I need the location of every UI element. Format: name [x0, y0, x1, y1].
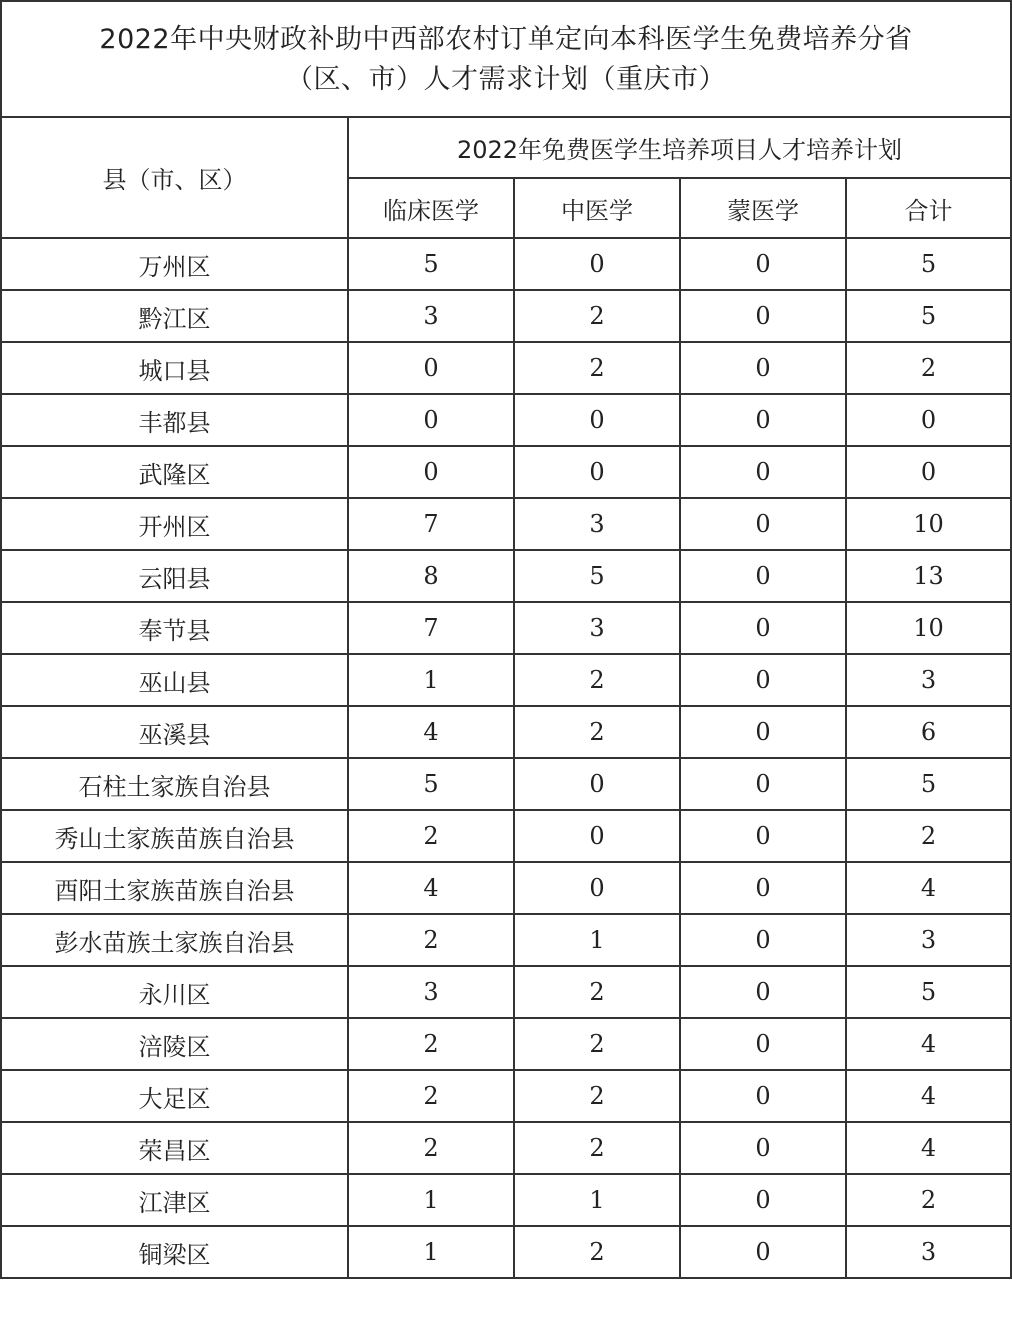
table-row — [1, 1122, 1011, 1174]
table-row — [1, 1018, 1011, 1070]
cell-total: 5 — [846, 238, 1011, 290]
cell-clinical: 2 — [348, 914, 514, 966]
table-row — [1, 238, 1011, 290]
cell-clinical: 8 — [348, 550, 514, 602]
table-row — [1, 810, 1011, 862]
county-name: 铜梁区 — [1, 1226, 348, 1278]
table-row — [1, 706, 1011, 758]
cell-total: 4 — [846, 1070, 1011, 1122]
cell-tcm: 2 — [514, 706, 680, 758]
cell-mongolian: 0 — [680, 810, 846, 862]
cell-total: 10 — [846, 602, 1011, 654]
cell-mongolian: 0 — [680, 238, 846, 290]
table-row — [1, 1070, 1011, 1122]
cell-mongolian: 0 — [680, 394, 846, 446]
cell-clinical: 2 — [348, 1122, 514, 1174]
cell-clinical: 4 — [348, 862, 514, 914]
county-name: 开州区 — [1, 498, 348, 550]
cell-total: 10 — [846, 498, 1011, 550]
cell-mongolian: 0 — [680, 446, 846, 498]
cell-mongolian: 0 — [680, 1226, 846, 1278]
cell-total: 4 — [846, 862, 1011, 914]
cell-mongolian: 0 — [680, 602, 846, 654]
county-name: 丰都县 — [1, 394, 348, 446]
county-name: 涪陵区 — [1, 1018, 348, 1070]
header-clinical: 临床医学 — [348, 178, 514, 238]
cell-tcm: 2 — [514, 342, 680, 394]
county-name: 城口县 — [1, 342, 348, 394]
cell-tcm: 2 — [514, 966, 680, 1018]
table-row — [1, 914, 1011, 966]
cell-mongolian: 0 — [680, 914, 846, 966]
cell-tcm: 2 — [514, 290, 680, 342]
header-county: 县（市、区） — [1, 117, 348, 238]
cell-mongolian: 0 — [680, 290, 846, 342]
cell-clinical: 2 — [348, 1070, 514, 1122]
cell-clinical: 2 — [348, 1018, 514, 1070]
cell-total: 2 — [846, 1174, 1011, 1226]
cell-clinical: 0 — [348, 394, 514, 446]
county-name: 酉阳土家族苗族自治县 — [1, 862, 348, 914]
cell-tcm: 1 — [514, 1174, 680, 1226]
cell-total: 4 — [846, 1018, 1011, 1070]
county-name: 石柱土家族自治县 — [1, 758, 348, 810]
cell-total: 3 — [846, 654, 1011, 706]
cell-clinical: 5 — [348, 758, 514, 810]
cell-total: 3 — [846, 1226, 1011, 1278]
table-row — [1, 758, 1011, 810]
cell-clinical: 4 — [348, 706, 514, 758]
cell-mongolian: 0 — [680, 862, 846, 914]
county-name: 秀山土家族苗族自治县 — [1, 810, 348, 862]
cell-clinical: 7 — [348, 602, 514, 654]
cell-mongolian: 0 — [680, 342, 846, 394]
cell-total: 5 — [846, 758, 1011, 810]
cell-tcm: 5 — [514, 550, 680, 602]
cell-tcm: 1 — [514, 914, 680, 966]
cell-mongolian: 0 — [680, 550, 846, 602]
county-name: 武隆区 — [1, 446, 348, 498]
cell-mongolian: 0 — [680, 654, 846, 706]
table-row — [1, 498, 1011, 550]
cell-tcm: 2 — [514, 654, 680, 706]
cell-tcm: 3 — [514, 602, 680, 654]
table-row — [1, 290, 1011, 342]
cell-total: 2 — [846, 810, 1011, 862]
county-name: 云阳县 — [1, 550, 348, 602]
county-name: 荣昌区 — [1, 1122, 348, 1174]
cell-total: 2 — [846, 342, 1011, 394]
cell-tcm: 0 — [514, 238, 680, 290]
cell-total: 0 — [846, 446, 1011, 498]
cell-tcm: 0 — [514, 758, 680, 810]
cell-mongolian: 0 — [680, 1070, 846, 1122]
cell-clinical: 5 — [348, 238, 514, 290]
header-mongolian: 蒙医学 — [680, 178, 846, 238]
table-row — [1, 550, 1011, 602]
cell-clinical: 7 — [348, 498, 514, 550]
cell-mongolian: 0 — [680, 1122, 846, 1174]
cell-tcm: 3 — [514, 498, 680, 550]
county-name: 奉节县 — [1, 602, 348, 654]
cell-total: 13 — [846, 550, 1011, 602]
cell-mongolian: 0 — [680, 1174, 846, 1226]
cell-tcm: 0 — [514, 862, 680, 914]
header-tcm: 中医学 — [514, 178, 680, 238]
cell-tcm: 2 — [514, 1122, 680, 1174]
table-row — [1, 446, 1011, 498]
cell-mongolian: 0 — [680, 758, 846, 810]
cell-clinical: 1 — [348, 654, 514, 706]
county-name: 万州区 — [1, 238, 348, 290]
cell-mongolian: 0 — [680, 1018, 846, 1070]
table-row — [1, 1226, 1011, 1278]
county-name: 巫溪县 — [1, 706, 348, 758]
county-name: 彭水苗族土家族自治县 — [1, 914, 348, 966]
table-row — [1, 1174, 1011, 1226]
header-total: 合计 — [846, 178, 1011, 238]
cell-tcm: 2 — [514, 1018, 680, 1070]
title-line-1: 2022年中央财政补助中西部农村订单定向本科医学生免费培养分省 — [99, 23, 913, 55]
cell-clinical: 1 — [348, 1226, 514, 1278]
cell-total: 5 — [846, 290, 1011, 342]
cell-tcm: 0 — [514, 394, 680, 446]
county-name: 大足区 — [1, 1070, 348, 1122]
cell-tcm: 0 — [514, 446, 680, 498]
header-group: 2022年免费医学生培养项目人才培养计划 — [348, 117, 1011, 178]
talent-plan-table — [0, 116, 1012, 1279]
table-row — [1, 602, 1011, 654]
cell-clinical: 0 — [348, 446, 514, 498]
cell-total: 6 — [846, 706, 1011, 758]
table-row — [1, 342, 1011, 394]
cell-mongolian: 0 — [680, 706, 846, 758]
table-row — [1, 966, 1011, 1018]
cell-clinical: 3 — [348, 966, 514, 1018]
title-line-2: （区、市）人才需求计划（重庆市） — [286, 63, 726, 95]
cell-total: 0 — [846, 394, 1011, 446]
table-title — [0, 0, 1012, 117]
table-row — [1, 862, 1011, 914]
cell-tcm: 2 — [514, 1070, 680, 1122]
cell-clinical: 3 — [348, 290, 514, 342]
cell-total: 4 — [846, 1122, 1011, 1174]
county-name: 永川区 — [1, 966, 348, 1018]
cell-mongolian: 0 — [680, 966, 846, 1018]
cell-clinical: 0 — [348, 342, 514, 394]
cell-mongolian: 0 — [680, 498, 846, 550]
cell-clinical: 2 — [348, 810, 514, 862]
cell-clinical: 1 — [348, 1174, 514, 1226]
table-row — [1, 394, 1011, 446]
cell-tcm: 0 — [514, 810, 680, 862]
cell-total: 5 — [846, 966, 1011, 1018]
cell-tcm: 2 — [514, 1226, 680, 1278]
county-name: 江津区 — [1, 1174, 348, 1226]
table-row — [1, 654, 1011, 706]
county-name: 黔江区 — [1, 290, 348, 342]
cell-total: 3 — [846, 914, 1011, 966]
county-name: 巫山县 — [1, 654, 348, 706]
